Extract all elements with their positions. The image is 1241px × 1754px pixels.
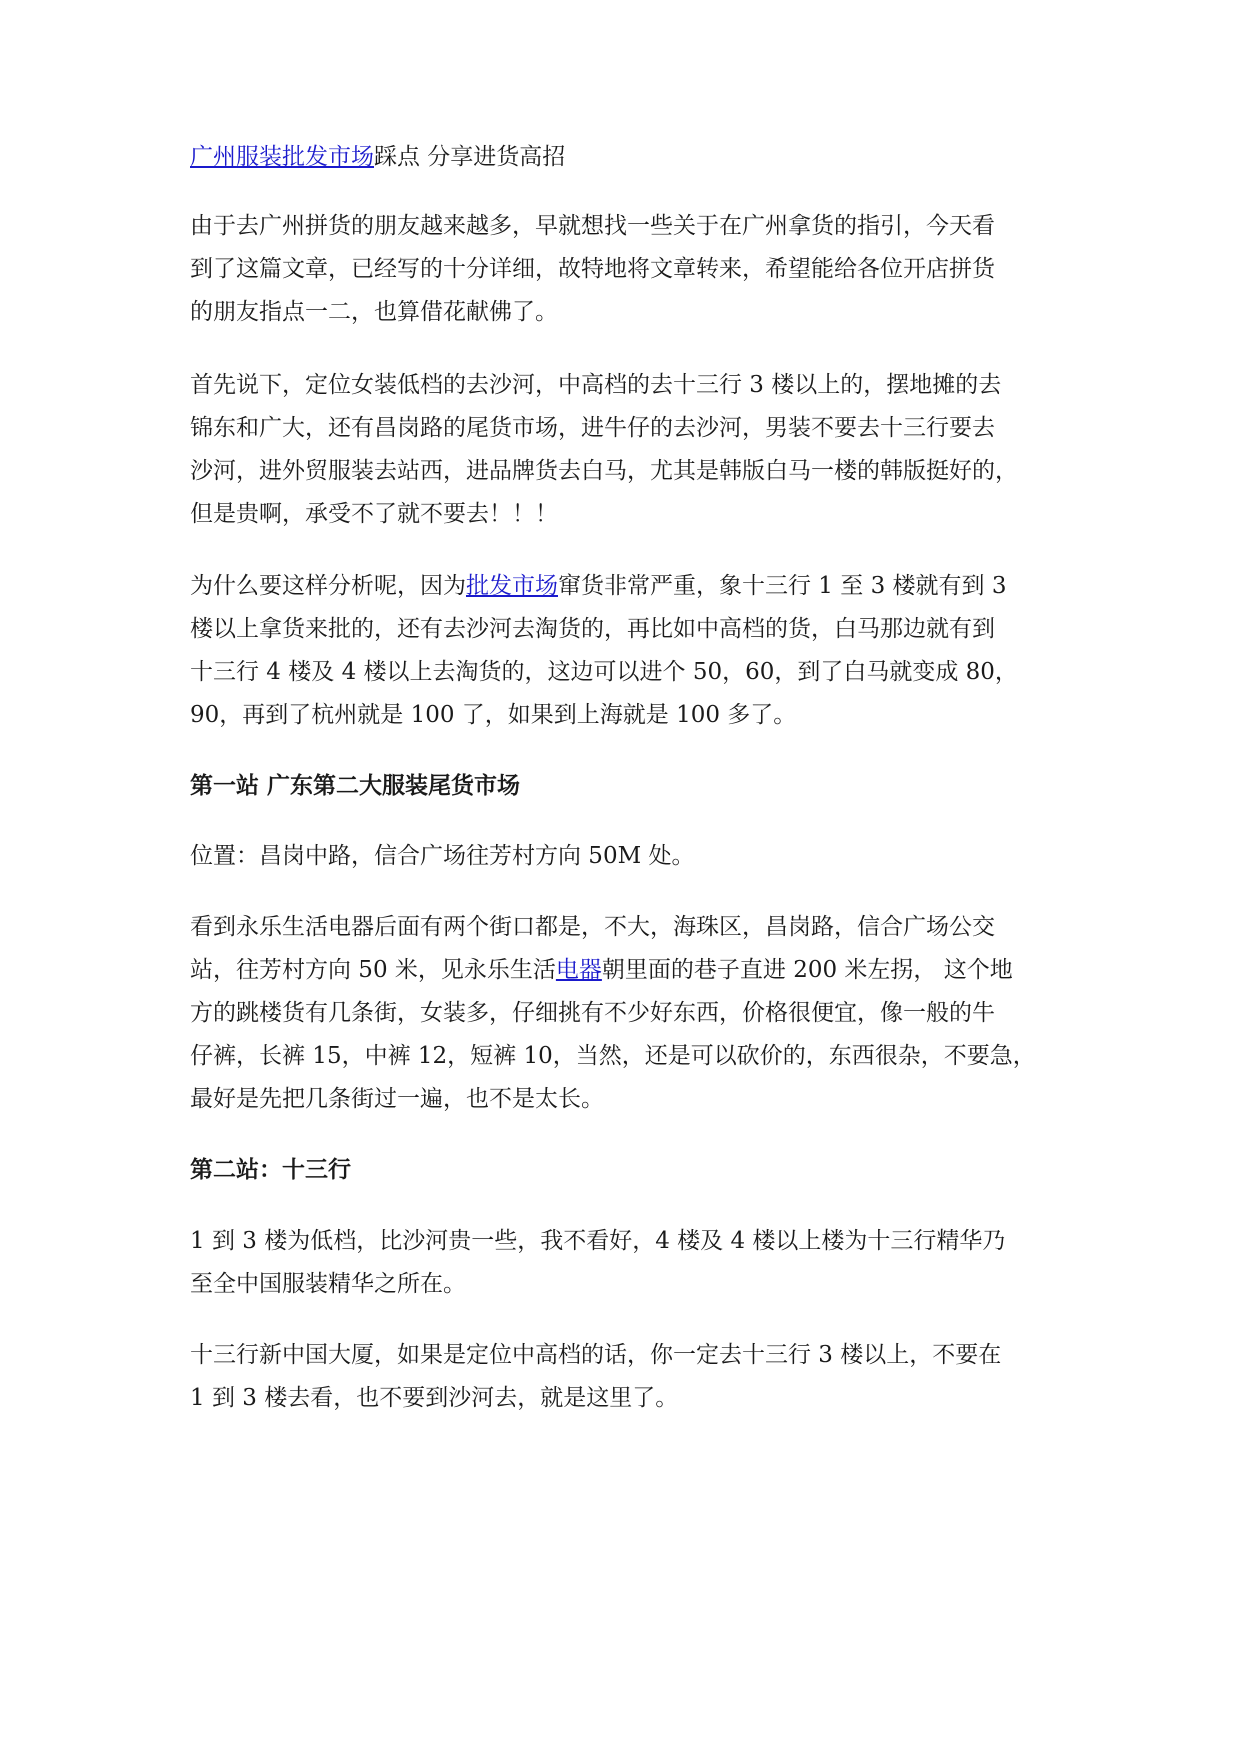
para3-line: 楼以上拿货来批的，还有去沙河去淘货的，再比如中高档的货，白马那边就有到: [190, 616, 995, 642]
link-appliances[interactable]: 电器: [555, 957, 602, 983]
para3-text: 窜货非常严重，象十三行 1 至 3 楼就有到 3: [558, 573, 1007, 599]
para3-line: 90，再到了杭州就是 100 了，如果到上海就是 100 多了。: [190, 702, 797, 728]
para6-line: 十三行新中国大厦，如果是定位中高档的话，你一定去十三行 3 楼以上，不要在: [190, 1342, 1002, 1368]
para5-line: 1 到 3 楼为低档，比沙河贵一些，我不看好，4 楼及 4 楼以上楼为十三行精华乃: [190, 1228, 1006, 1254]
para1-line: 到了这篇文章，已经写的十分详细，故特地将文章转来，希望能给各位开店拼货: [190, 256, 995, 282]
para2-line: 锦东和广大，还有昌岗路的尾货市场，进牛仔的去沙河，男装不要去十三行要去: [190, 415, 995, 441]
para4-line: 最好是先把几条街过一遍，也不是太长。: [190, 1086, 604, 1112]
title-text: 踩点 分享进货高招: [374, 144, 566, 170]
title-link-guangzhou-wholesale-market[interactable]: 广州服装批发市场: [190, 144, 374, 170]
section-heading-2: 第二站：十三行: [190, 1156, 351, 1183]
para3-text: 为什么要这样分析呢，因为: [190, 573, 466, 599]
para3-line: [190, 571, 1070, 601]
para4-line: [190, 955, 1070, 985]
para1-line: 由于去广州拼货的朋友越来越多，早就想找一些关于在广州拿货的指引，今天看: [190, 213, 995, 239]
para4-line: 看到永乐生活电器后面有两个街口都是，不大，海珠区，昌岗路，信合广场公交: [190, 914, 995, 940]
para4-text: 朝里面的巷子直进 200 米左拐， 这个地: [601, 957, 1013, 983]
para5-line: 至全中国服装精华之所在。: [190, 1271, 466, 1297]
location-line: 位置：昌岗中路，信合广场往芳村方向 50M 处。: [190, 843, 695, 869]
para3-line: 十三行 4 楼及 4 楼以上去淘货的，这边可以进个 50，60，到了白马就变成 80，: [190, 659, 1018, 685]
para2-line: 沙河，进外贸服装去站西，进品牌货去白马，尤其是韩版白马一楼的韩版挺好的，: [190, 458, 1018, 484]
para6-line: 1 到 3 楼去看，也不要到沙河去，就是这里了。: [190, 1385, 679, 1411]
para4-line: 仔裤，长裤 15，中裤 12，短裤 10，当然，还是可以砍价的，东西很杂，不要急，: [190, 1043, 1036, 1069]
para1-line: 的朋友指点一二，也算借花献佛了。: [190, 299, 558, 325]
article-title: [190, 142, 1070, 172]
para2-line: 首先说下，定位女装低档的去沙河，中高档的去十三行 3 楼以上的，摆地摊的去: [190, 372, 1002, 398]
para4-text: 站，往芳村方向 50 米，见永乐生活: [190, 957, 556, 983]
link-wholesale-market[interactable]: 批发市场: [466, 573, 558, 599]
section-heading-1: 第一站 广东第二大服装尾货市场: [190, 772, 521, 799]
para2-line: 但是贵啊，承受不了就不要去！！！: [190, 501, 558, 527]
para4-line: 方的跳楼货有几条街，女装多，仔细挑有不少好东西，价格很便宜，像一般的牛: [190, 1000, 995, 1026]
